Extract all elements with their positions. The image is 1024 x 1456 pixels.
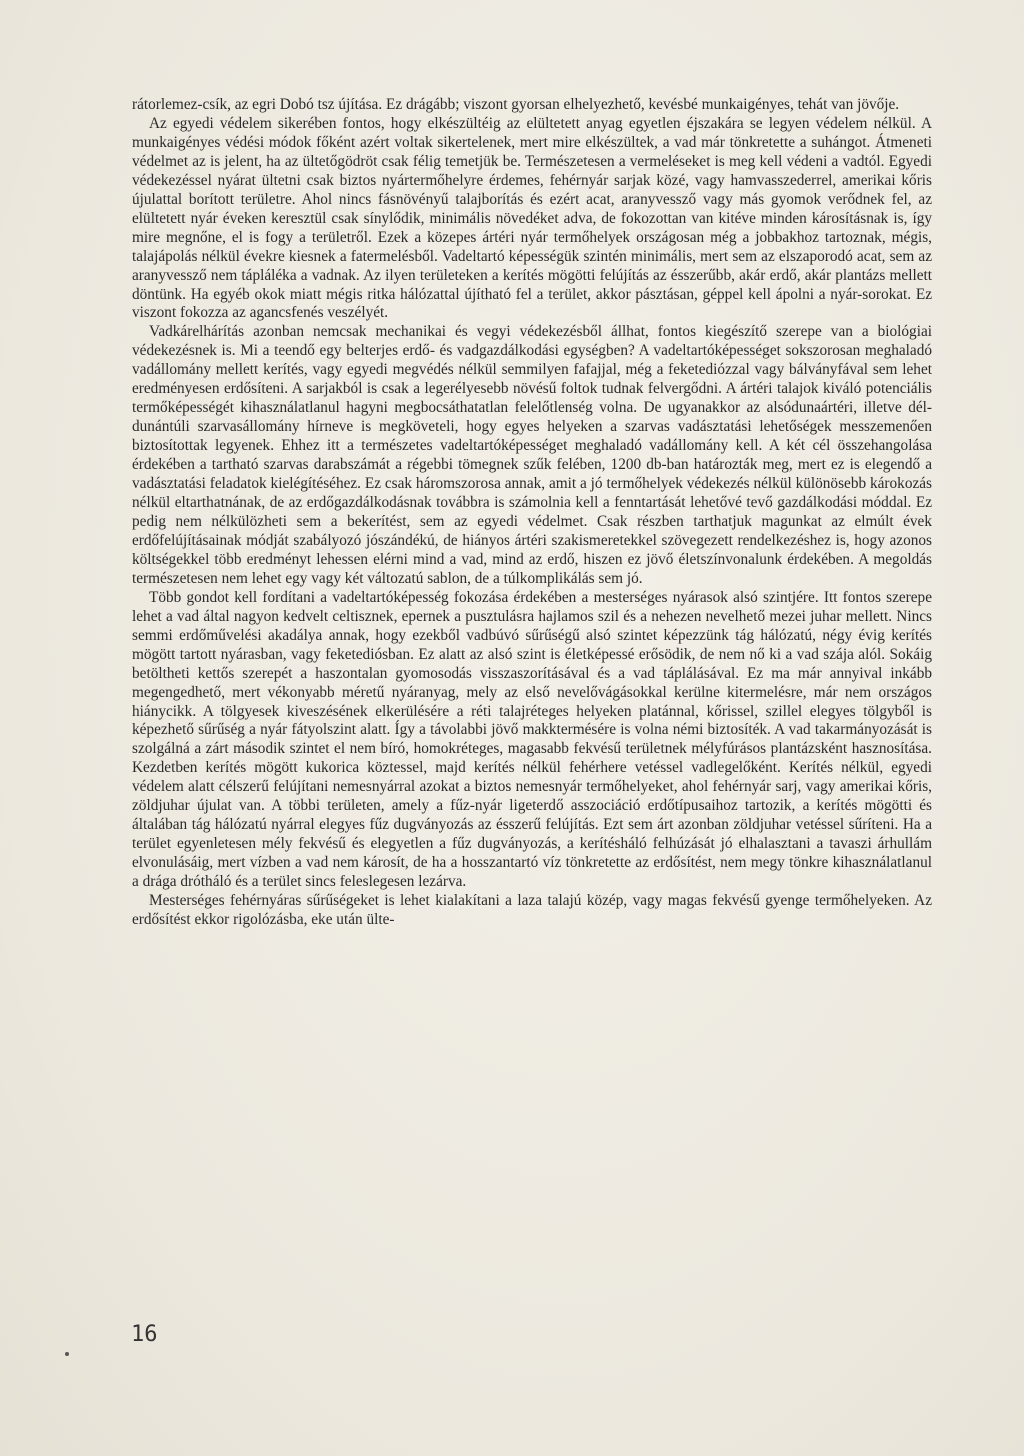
page-number: 16 bbox=[131, 1322, 158, 1347]
paragraph: Több gondot kell fordítani a vadeltartóképesség fokozása érdekében a mesterséges nyárasok alsó szintjére. Itt fontos szerepe lehet a vad által nagyon kedvelt celtisznek, epernek a pusztulásra hajlamos szil és a nehezen nevelhető mezei juhar mellett. Nincs semmi erdőművelési akadálya annak, hogy ezekből vadbúvó sűrűségű alsó szintet képezzünk tág hálózatú, négy évig kerítés mögött tartott nyárasban, vagy feketediósban. Ez alatt az alsó szint is életképessé erősödik, de nem nő ki a vad szája alól. Sokáig betöltheti kettős szerepét a haszontalan gyomosodás visszaszorításával és a vad táplálásával. Ez ma már annyival inkább megengedhető, mert vékonyabb méretű nyáranyag, mely az első nevelővágásokkal kerülne kitermelésre, már nem országos hiánycikk. A tölgyesek kiveszésének elkerülésére a réti talajréteges helyeken platánnal, kőrissel, szillel elegyes tölgyből is képezhető sűrűség a nyár fátyolszint alatt. Így a távolabbi jövő makktermésére is volna némi biztosíték. A vad takarmányozását is szolgálná a zárt második szintet el nem bíró, homokréteges, magasabb fekvésű területnek mélyfúrásos plantázsként hasznosítása. Kezdetben kerítés mögött kukorica köztessel, majd kerítés nélkül fehérhere vetéssel vadlegelőként. Kerítés nélkül, egyedi védelem alatt célszerű felújítani nemesnyárral azokat a biztos nemesnyár termőhelyeket, ahol fehérnyár sarj, vagy amerikai kőris, zöldjuhar újulat van. A többi területen, amely a fűz-nyár ligeterdő asszociáció erdőtípusaihoz tartozik, a kerítés mögötti és általában tág hálózatú nyárral elegyes fűz dugványozás az ésszerű felújítás. Ezt sem árt azonban zöldjuhar vetéssel sűríteni. Ha a terület egyenletesen mély fekvésű és elegyetlen a fűz dugványozás, a kerítésháló felhúzását jó elhalasztani a tavaszi árhullám elvonulásáig, mert vízben a vad nem károsít, de ha a hosszantartó víz tönkretette az erdősítést, nem megy tönkre kihasználatlanul a drága drótháló és a terület sincs feleslegesen lezárva. bbox=[132, 588, 932, 891]
body-text bbox=[132, 96, 932, 930]
ink-speck bbox=[65, 1352, 69, 1356]
paragraph: Mesterséges fehérnyáras sűrűségeket is lehet kialakítani a laza talajú közép, vagy magas fekvésű gyenge termőhelyeken. Az erdősítést ekkor rigolózásba, eke után ülte- bbox=[132, 892, 932, 928]
paragraph: rátorlemez-csík, az egri Dobó tsz újítása. Ez drágább; viszont gyorsan elhelyezhető, kevésbé munkaigényes, tehát van jövője. bbox=[132, 96, 900, 113]
paragraph: Az egyedi védelem sikerében fontos, hogy elkészültéig az elültetett anyag egyetlen éjszakára se legyen védelem nélkül. A munkaigényes védési módok főként azért voltak sikertelenek, mert mire elkészültek, a vad már tönkretette a suhángot. Átmeneti védelmet az is jelent, ha az ültetőgödröt csak félig temetjük be. Természetesen a vermeléseket is meg kell védeni a vadtól. Egyedi védekezéssel nyárat ültetni csak biztos nyártermőhelyre érdemes, fehérnyár sarjak közé, vagy hamvasszederrel, amerikai kőris újulattal borított területre. Ahol nincs fásnövényű talajborítás és ezért acat, aranyvessző vagy más gyomok verődnek fel, az elültetett nyár éveken keresztül csak sínylődik, minimális növedéket adva, de fokozottan van kitéve minden károsításnak is, így mire megnőne, el is fogy a területről. Ezek a közepes ártéri nyár termőhelyek országosan még a jobbakhoz tartoznak, mégis, talajápolás nélkül évekre kiesnek a fatermelésből. Vadeltartó képességük szintén minimális, mert sem az elszaporodó acat, sem az aranyvessző nem tápláléka a vadnak. Az ilyen területeken a kerítés mögötti felújítás az ésszerűbb, akár erdő, akár plantázs mellett döntünk. Ha egyéb okok miatt mégis ritka hálózattal újítható fel a terület, akkor pásztásan, géppel kell ápolni a nyár-sorokat. Ez viszont fokozza az agancsfenés veszélyét. bbox=[132, 114, 932, 322]
paragraph: Vadkárelhárítás azonban nemcsak mechanikai és vegyi védekezésből állhat, fontos kiegészítő szerepe van a biológiai védekezésnek is. Mi a teendő egy belterjes erdő- és vadgazdálkodási egységben? A vadeltartóképességet sokszorosan meghaladó vadállomány mellett kerítés, vagy egyedi megvédés nélkül semmilyen fafajjal, még a feketediózzal vagy bálványfával sem lehet eredményesen erdősíteni. A sarjakból is csak a legerélyesebb növésű foltok tudnak felvergődni. A ártéri talajok kiváló potenciális termőképességét kihasználatlanul hagyni megbocsáthatatlan felelőtlenség volna. De ugyanakkor az alsódunaártéri, illetve dél-dunántúli szarvasállomány hírneve is megköveteli, hogy egyes helyeken a szarvas vadásztatási lehetőségek messzemenően biztosítottak legyenek. Ehhez itt a természetes vadeltartóképességet meghaladó vadállomány kell. A két cél összehangolása érdekében a tartható szarvas darabszámát a régebbi tömegnek szűk felében, 1200 db-ban határozták meg, mert ez is elegendő a vadásztatási feladatok kielégítéséhez. Ez csak háromszorosa annak, amit a jó termőhelyek védekezés nélkül különösebb károkozás nélkül eltarthatnának, de az erdőgazdálkodásnak továbbra is számolnia kell a fenntartását lehetővé tevő gazdálkodási móddal. Ez pedig nem nélkülözheti sem a bekerítést, sem az egyedi védelmet. Csak részben tarthatjuk magunkat az elmúlt évek erdőfelújításainak módját szabályozó jószándékú, de hiányos ártéri szakismeretekkel szövegezett rendelkezéshez is, hogy azonos költségekkel több eredményt lehessen elérni mind a vad, mind az erdő, hiszen ez jövő életszínvonalunk érdekében. A megoldás természetesen nem lehet egy vagy két változatú sablon, de a túlkomplikálás sem jó. bbox=[132, 323, 932, 587]
